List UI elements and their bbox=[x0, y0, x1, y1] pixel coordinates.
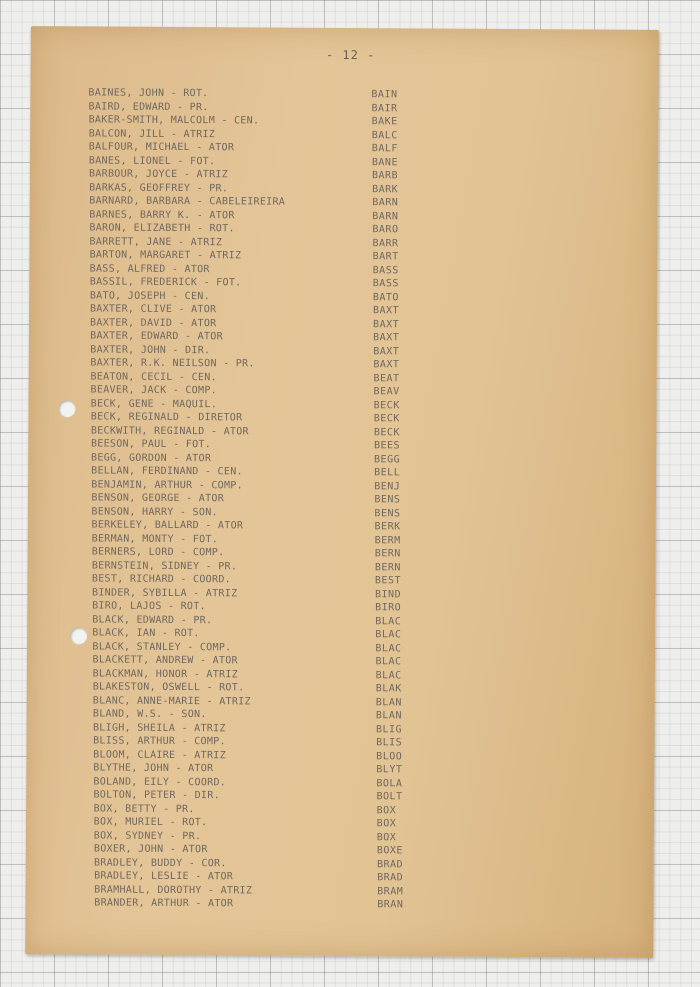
entry-code: BARO bbox=[372, 224, 399, 236]
entry-name: BENSON, GEORGE - ATOR bbox=[91, 492, 225, 505]
entry-code: BLAC bbox=[375, 669, 402, 681]
entry-code: BOX bbox=[376, 831, 397, 843]
entry-code: BERK bbox=[374, 521, 401, 533]
entry-code: BEAT bbox=[373, 372, 400, 384]
entry-name: BEAVER, JACK - COMP. bbox=[90, 384, 218, 397]
entry-code: BLIG bbox=[375, 723, 403, 735]
entry-code: BRAD bbox=[377, 872, 404, 884]
entry-code: BANE bbox=[371, 156, 399, 168]
entry-name: BAXTER, DAVID - ATOR bbox=[90, 316, 217, 329]
entry-name: BLANC, ANNE-MARIE - ATRIZ bbox=[92, 694, 251, 707]
entry-name: BAXTER, CLIVE - ATOR bbox=[89, 303, 217, 316]
entry-code: BEGG bbox=[374, 453, 401, 465]
entry-code: BEAV bbox=[373, 386, 400, 398]
entry-name: BLISS, ARTHUR - COMP. bbox=[93, 735, 226, 748]
entry-name: BERNSTEIN, SIDNEY - PR. bbox=[91, 559, 238, 572]
entry-code: BEES bbox=[373, 440, 401, 452]
entry-name: BEST, RICHARD - COORD. bbox=[91, 573, 232, 586]
entry-name: BAXTER, JOHN - DIR. bbox=[90, 343, 211, 356]
entry-code: BARR bbox=[372, 237, 399, 249]
entry-code: BLAC bbox=[375, 642, 402, 654]
entry-code: BLAN bbox=[375, 710, 403, 722]
entry-code: BAIN bbox=[371, 89, 398, 101]
entry-name: BARBOUR, JOYCE - ATRIZ bbox=[88, 168, 229, 181]
entry-name: BOLAND, EILY - COORD. bbox=[93, 775, 227, 788]
entry-code: BIRO bbox=[375, 602, 402, 614]
entry-name: BINDER, SYBILLA - ATRIZ bbox=[92, 586, 238, 599]
entry-name: BLACK, IAN - ROT. bbox=[92, 627, 200, 640]
entry-code: BLAK bbox=[375, 683, 402, 695]
entry-code: BECK bbox=[373, 399, 400, 411]
entry-name: BENJAMIN, ARTHUR - COMP. bbox=[91, 478, 243, 491]
entry-name: BECKWITH, REGINALD - ATOR bbox=[90, 424, 249, 437]
entry-name: BAXTER, EDWARD - ATOR bbox=[90, 330, 223, 343]
entry-name: BALCON, JILL - ATRIZ bbox=[88, 127, 216, 140]
entry-code: BRAD bbox=[376, 858, 404, 870]
entry-name: BAXTER, R.K. NEILSON - PR. bbox=[90, 357, 255, 370]
entry-code: BOX bbox=[376, 818, 397, 830]
entry-name: BECK, REGINALD - DIRETOR bbox=[90, 411, 243, 424]
entry-name: BAINES, JOHN - ROT. bbox=[88, 87, 209, 100]
entry-name: BARNES, BARRY K. - ATOR bbox=[89, 208, 235, 221]
entry-name: BERMAN, MONTY - FOT. bbox=[91, 532, 219, 545]
name-list bbox=[83, 86, 648, 913]
entry-name: BLACKETT, ANDREW - ATOR bbox=[92, 654, 238, 667]
entry-name: BLYTHE, JOHN - ATOR bbox=[93, 762, 214, 775]
entry-code: BAKE bbox=[371, 116, 398, 128]
entry-name: BELLAN, FERDINAND - CEN. bbox=[91, 465, 243, 478]
entry-code: BAXT bbox=[372, 305, 400, 317]
entry-name: BRANDER, ARTHUR - ATOR bbox=[94, 897, 234, 910]
entry-name: BASS, ALFRED - ATOR bbox=[89, 262, 210, 275]
entry-code: BLAN bbox=[375, 696, 402, 708]
entry-code: BALF bbox=[371, 143, 398, 155]
list-item bbox=[94, 896, 643, 913]
entry-code: BLAC bbox=[375, 615, 402, 627]
entry-code: BAXT bbox=[373, 332, 400, 344]
punch-hole bbox=[58, 400, 75, 417]
entry-name: BERKELEY, BALLARD - ATOR bbox=[91, 519, 244, 532]
entry-name: BALFOUR, MICHAEL - ATOR bbox=[88, 141, 235, 154]
entry-code: BASS bbox=[372, 264, 399, 276]
entry-name: BLACK, STANLEY - COMP. bbox=[92, 640, 232, 653]
entry-code: BENS bbox=[374, 494, 401, 506]
entry-name: BLAND, W.S. - SON. bbox=[92, 708, 207, 721]
entry-code: BRAM bbox=[377, 885, 404, 897]
entry-name: BEATON, CECIL - CEN. bbox=[90, 370, 217, 383]
entry-name: BARTON, MARGARET - ATRIZ bbox=[89, 249, 242, 262]
entry-code: BAXT bbox=[373, 318, 400, 330]
entry-name: BRADLEY, BUDDY - COR. bbox=[93, 856, 227, 869]
entry-name: BAKER-SMITH, MALCOLM - CEN. bbox=[88, 114, 260, 127]
entry-code: BIND bbox=[374, 588, 402, 600]
entry-code: BART bbox=[372, 251, 399, 263]
entry-code: BARN bbox=[372, 210, 399, 222]
entry-name: BOLTON, PETER - DIR. bbox=[93, 789, 220, 802]
entry-code: BEST bbox=[374, 575, 402, 587]
entry-code: BARB bbox=[371, 170, 399, 182]
entry-code: BAIR bbox=[371, 102, 398, 114]
entry-code: BAXT bbox=[373, 345, 400, 357]
entry-code: BLAC bbox=[375, 629, 402, 641]
entry-name: BLIGH, SHEILA - ATRIZ bbox=[92, 721, 226, 734]
entry-code: BLAC bbox=[375, 656, 402, 668]
entry-name: BENSON, HARRY - SON. bbox=[91, 505, 218, 518]
entry-code: BLIS bbox=[376, 737, 403, 749]
entry-code: BLOO bbox=[376, 750, 403, 762]
entry-code: BOX bbox=[376, 804, 397, 816]
entry-code: BENJ bbox=[374, 480, 401, 492]
entry-name: BASSIL, FREDERICK - FOT. bbox=[89, 276, 242, 289]
entry-code: BOXE bbox=[376, 845, 404, 857]
entry-name: BOX, BETTY - PR. bbox=[93, 802, 195, 815]
entry-name: BEGG, GORDON - ATOR bbox=[91, 451, 212, 464]
entry-code: BRAN bbox=[377, 899, 404, 911]
entry-name: BARKAS, GEOFFREY - PR. bbox=[89, 181, 229, 194]
entry-code: BECK bbox=[373, 413, 400, 425]
entry-name: BOX, SYDNEY - PR. bbox=[93, 829, 202, 842]
entry-name: BANES, LIONEL - FOT. bbox=[88, 154, 216, 167]
entry-code: BERN bbox=[374, 548, 401, 560]
entry-name: BRADLEY, LESLIE - ATOR bbox=[94, 870, 234, 883]
typed-document-page bbox=[25, 26, 659, 958]
entry-name: BOX, MURIEL - ROT. bbox=[93, 816, 208, 829]
entry-name: BARRETT, JANE - ATRIZ bbox=[89, 235, 223, 248]
entry-name: BATO, JOSEPH - CEN. bbox=[89, 289, 211, 302]
entry-code: BOLT bbox=[376, 791, 403, 803]
entry-code: BLYT bbox=[376, 764, 403, 776]
entry-name: BLAKESTON, OSWELL - ROT. bbox=[92, 681, 245, 694]
entry-code: BALC bbox=[371, 129, 398, 141]
entry-code: BOLA bbox=[376, 777, 403, 789]
entry-code: BELL bbox=[374, 467, 401, 479]
entry-name: BARON, ELIZABETH - ROT. bbox=[89, 222, 235, 235]
entry-name: BAIRD, EDWARD - PR. bbox=[88, 100, 209, 113]
entry-code: BERM bbox=[374, 534, 401, 546]
entry-code: BASS bbox=[372, 278, 399, 290]
entry-code: BARN bbox=[372, 197, 399, 209]
entry-name: BECK, GENE - MAQUIL. bbox=[90, 397, 218, 410]
entry-code: BARK bbox=[372, 183, 399, 195]
entry-name: BLACK, EDWARD - PR. bbox=[92, 613, 213, 626]
entry-code: BERN bbox=[374, 561, 401, 573]
page-number: - 12 - bbox=[325, 47, 376, 63]
entry-name: BRAMHALL, DOROTHY - ATRIZ bbox=[94, 883, 253, 896]
entry-name: BEESON, PAUL - FOT. bbox=[90, 438, 212, 451]
entry-code: BATO bbox=[372, 291, 400, 303]
entry-name: BERNERS, LORD - COMP. bbox=[91, 546, 225, 559]
entry-code: BECK bbox=[373, 426, 400, 438]
entry-code: BAXT bbox=[373, 359, 400, 371]
entry-code: BENS bbox=[374, 507, 401, 519]
entry-name: BLOOM, CLAIRE - ATRIZ bbox=[93, 748, 226, 761]
entry-name: BLACKMAN, HONOR - ATRIZ bbox=[92, 667, 239, 680]
entry-name: BIRO, LAJOS - ROT. bbox=[92, 600, 206, 613]
entry-name: BARNARD, BARBARA - CABELEIREIRA bbox=[89, 195, 286, 208]
entry-name: BOXER, JOHN - ATOR bbox=[93, 843, 208, 856]
